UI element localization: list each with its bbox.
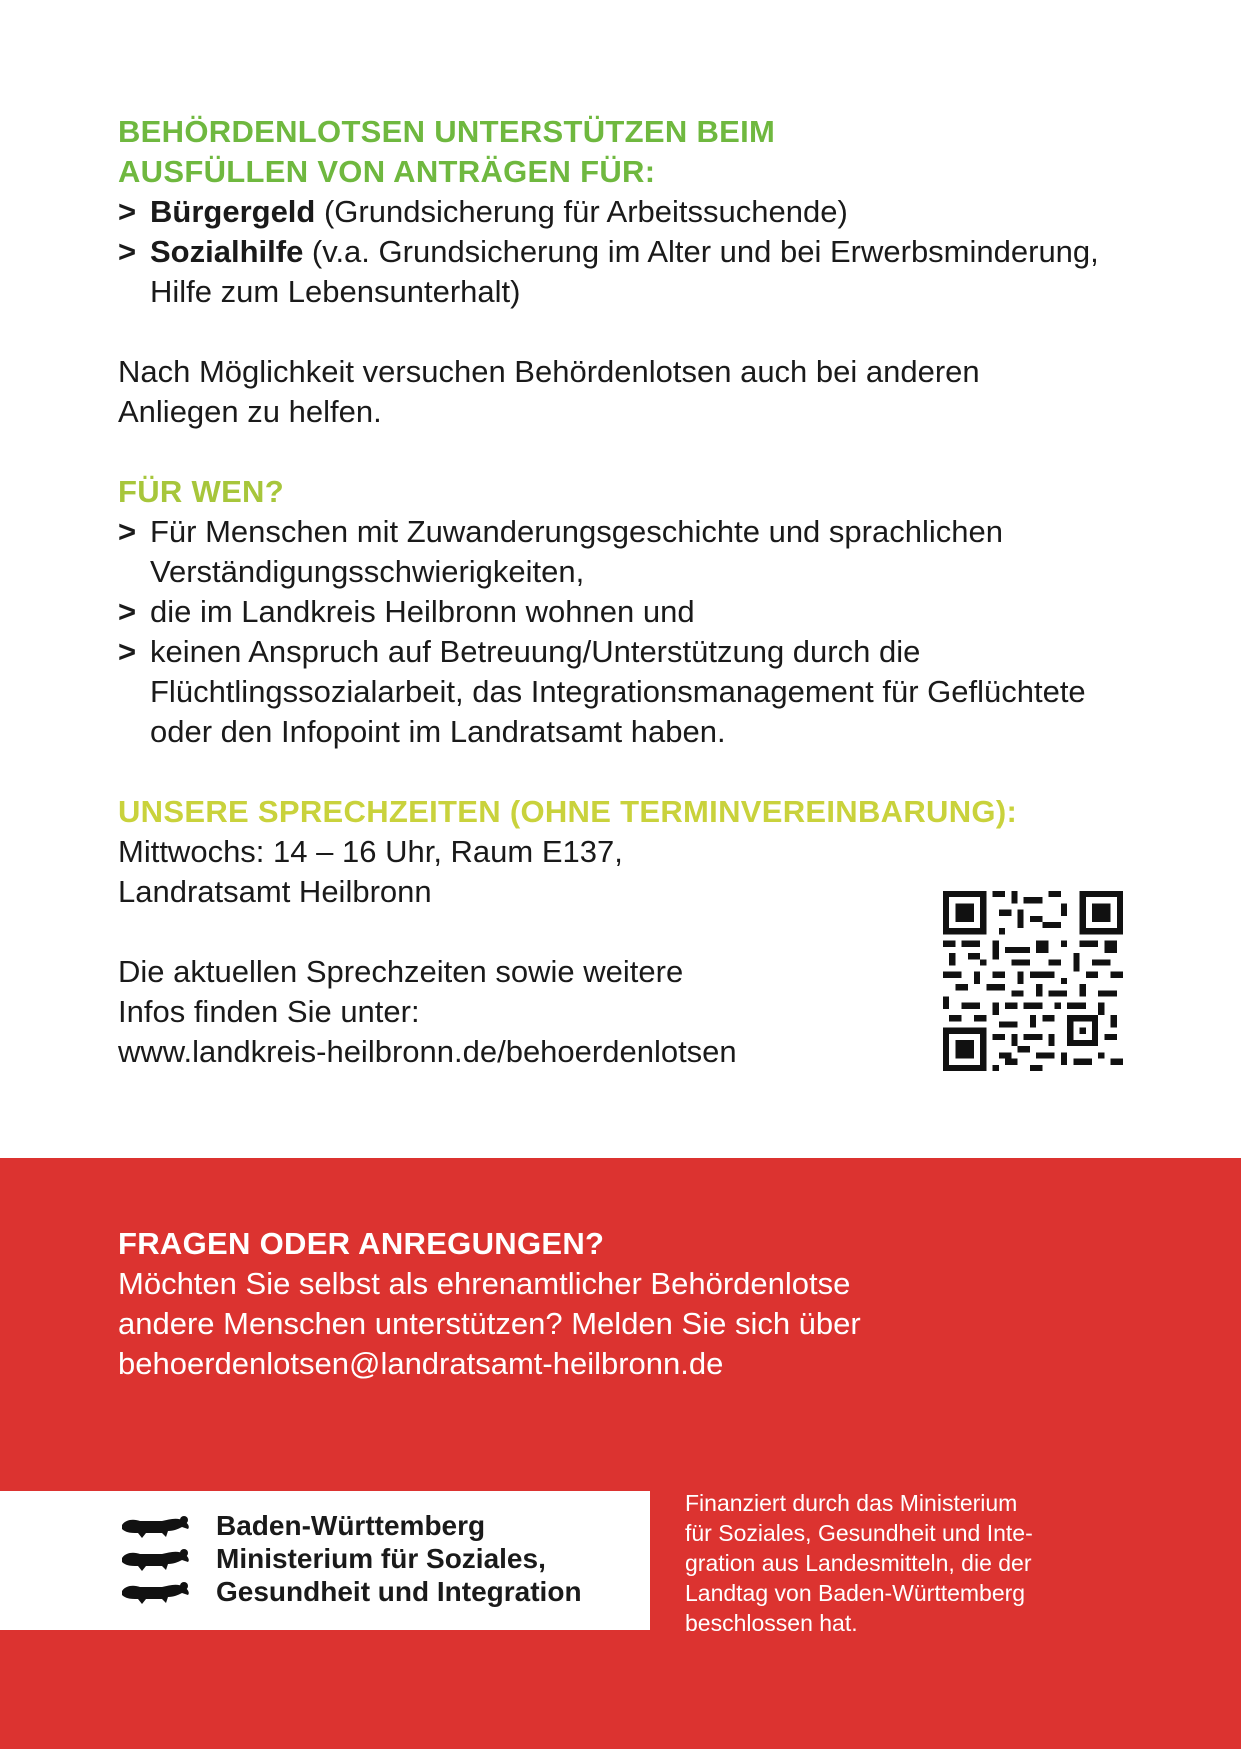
item-bold: Bürgergeld	[150, 194, 316, 229]
funding-line4: Landtag von Baden-Württemberg	[685, 1580, 1026, 1606]
list-item	[118, 192, 1128, 232]
contact-line2: andere Menschen unterstützen? Melden Sie sich über	[118, 1306, 861, 1341]
item-text: (Grundsicherung für Arbeitssuchende)	[315, 194, 848, 229]
ministry-name	[216, 1509, 582, 1608]
three-lions-crest-icon	[118, 1509, 192, 1609]
item-text: Für Menschen mit Zuwanderungsgeschichte und sprachlichen Verständigungsschwierigkeiten,	[150, 514, 1003, 589]
item-text: (v.a. Grundsicherung im Alter und bei Erwerbsminderung, Hilfe zum Lebensunterhalt)	[150, 234, 1099, 309]
services-heading-line1: BEHÖRDENLOTSEN UNTERSTÜTZEN BEIM	[118, 114, 776, 149]
info-line1: Die aktuellen Sprechzeiten sowie weitere	[118, 954, 684, 989]
hours-line2: Landratsamt Heilbronn	[118, 874, 432, 909]
list-item	[118, 512, 1010, 592]
bullet-marker: >	[118, 594, 137, 629]
contact-line1: Möchten Sie selbst als ehrenamtlicher Behördenlotse	[118, 1266, 851, 1301]
target-heading: FÜR WEN?	[118, 474, 284, 509]
ministry-logo	[0, 1491, 650, 1630]
list-item	[118, 592, 1128, 632]
info-line2: Infos finden Sie unter:	[118, 994, 420, 1029]
bullet-marker: >	[118, 234, 137, 269]
item-text: keinen Anspruch auf Betreuung/Unterstützung durch die Flüchtlingssozialarbeit, das Integrationsmanagement für Geflüchtete oder den Infopoint im Landratsamt haben.	[150, 634, 1086, 749]
target-list	[118, 512, 1128, 752]
hours-heading: UNSERE SPRECHZEITEN (OHNE TERMINVEREINBARUNG):	[118, 794, 1018, 829]
funding-note	[685, 1488, 1135, 1638]
bullet-marker: >	[118, 194, 137, 229]
funding-line1: Finanziert durch das Ministerium	[685, 1490, 1018, 1516]
services-list	[118, 192, 1128, 312]
contact-email-link[interactable]: behoerdenlotsen@landratsamt-heilbronn.de	[118, 1346, 724, 1381]
services-heading-line2: AUSFÜLLEN VON ANTRÄGEN FÜR:	[118, 154, 656, 189]
qr-code-icon[interactable]	[943, 891, 1123, 1071]
bullet-marker: >	[118, 634, 137, 669]
list-item	[118, 232, 1128, 312]
item-bold: Sozialhilfe	[150, 234, 304, 269]
contact-text	[118, 1224, 1118, 1384]
services-note: Nach Möglichkeit versuchen Behördenlotsen auch bei anderen Anliegen zu helfen.	[118, 354, 980, 429]
list-item	[118, 632, 1135, 752]
item-text: die im Landkreis Heilbronn wohnen und	[150, 594, 695, 629]
logo-line1: Baden-Württemberg	[216, 1510, 486, 1541]
bullet-marker: >	[118, 514, 137, 549]
logo-line3: Gesundheit und Integration	[216, 1576, 582, 1607]
logo-line2: Ministerium für Soziales,	[216, 1543, 546, 1574]
funding-line5: beschlossen hat.	[685, 1610, 858, 1636]
website-link[interactable]: www.landkreis-heilbronn.de/behoerdenlotsen	[118, 1034, 737, 1069]
contact-heading: FRAGEN ODER ANREGUNGEN?	[118, 1226, 605, 1261]
funding-line2: für Soziales, Gesundheit und Inte-	[685, 1520, 1033, 1546]
funding-line3: gration aus Landesmitteln, die der	[685, 1550, 1032, 1576]
hours-line1: Mittwochs: 14 – 16 Uhr, Raum E137,	[118, 834, 623, 869]
